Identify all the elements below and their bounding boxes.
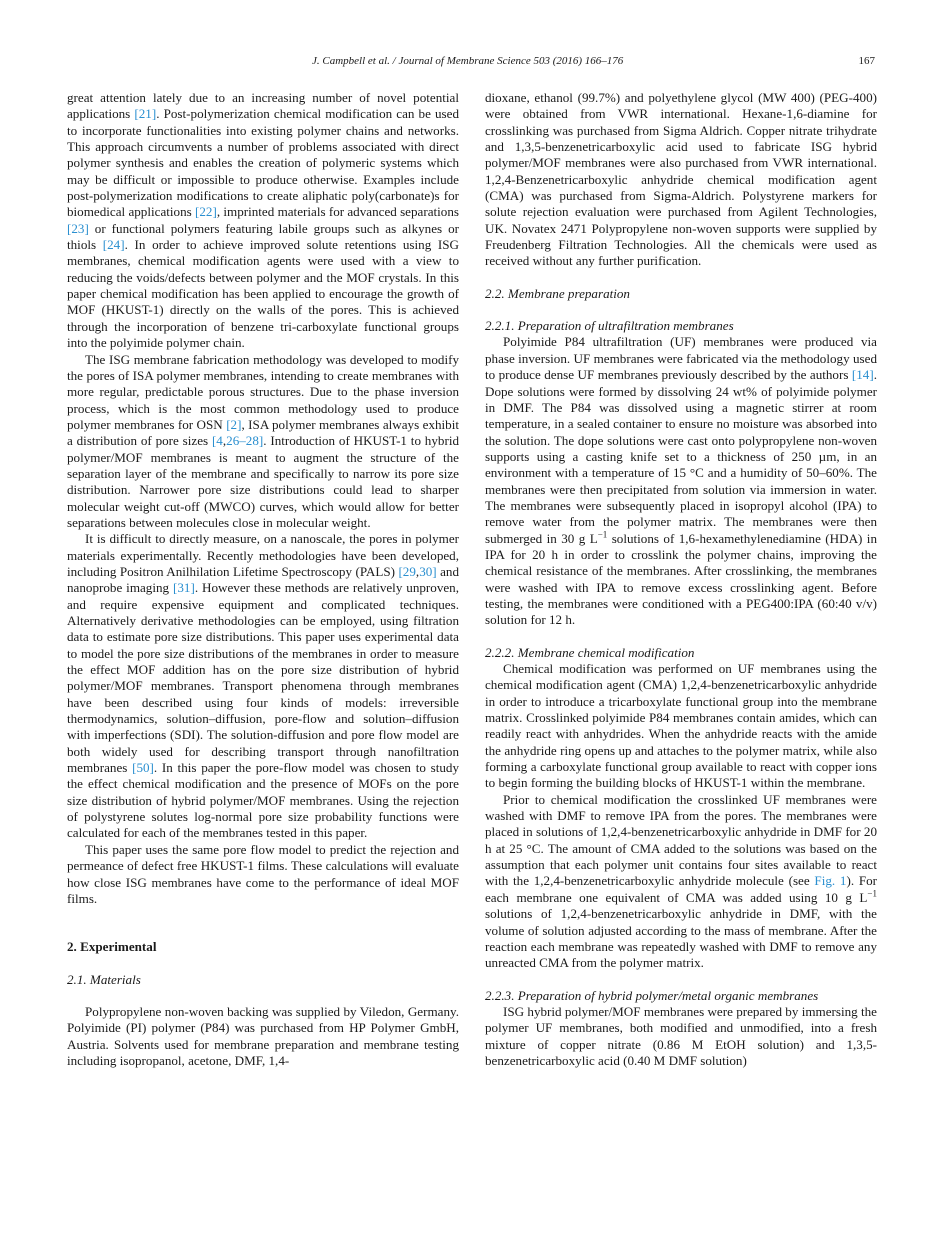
text-run: great attention lately due to an increasing number of novel potential applications [67,90,459,122]
superscript: −1 [867,888,877,899]
subsection-heading: 2.2.2. Membrane chemical modification [485,644,695,660]
citation-link[interactable]: 30] [419,563,437,579]
superscript: −1 [597,529,608,540]
text-run: The ISG membrane fabrication methodology was developed to modify the pores of ISA polymer membranes, intending to create membranes with more regular, predictable porous structures. Due to the phase inversion process, which is the most common methodology used to produce polymer membranes for OSN [67,351,459,432]
citation-link[interactable]: [21] [134,106,157,122]
subsection-heading: 2.1. Materials [67,971,141,987]
text-run: . Post-polymerization chemical modification can be used to incorporate functionalities into existing polymer chains and networks. This approach circumvents a number of problems associated with direct polymer synthesis and enables the creation of polymeric systems which may be difficult or impossible to produce otherwise. Examples include post-polymerization modifications to create aliphatic poly(carbonate)s for biomedical applications [67,106,460,220]
text-run: . In this paper the pore-flow model was chosen to study the effect chemical modification and the presence of MOFs on the pore size distribution of hybrid polymer/MOF membranes. Using the rejection of polystyrene solutes log-normal pore size probability functions were calculated for each of the membranes tested in this paper. [67,760,459,841]
text-run: ). For each membrane one equivalent of CMA was added using 10 g L [485,873,878,905]
paragraph [67,1004,459,1069]
citation-link[interactable]: Fig. 1 [814,873,847,889]
citation-link[interactable]: [14] [851,367,874,383]
subsection-heading: 2.2. Membrane preparation [485,285,630,301]
running-title: J. Campbell et al. / Journal of Membrane Science 503 (2016) 166–176 [312,55,624,67]
text-run: . In order to achieve improved solute retentions using ISG membranes, chemical modification agents were used with a view to reducing the voids/defects between polymer and the MOF crystals. In this paper chemical modification has been applied to encourage the growth of MOF (HKUST-1) directly on the walls of the pores. This is achieved through the incorporation of benzene tri-carboxylate functional groups into the polyimide polymer chain. [67,237,459,351]
text-run: , [415,563,420,579]
text-run: Polyimide P84 ultrafiltration (UF) membranes were produced via phase inversion. UF membranes were fabricated via the methodology used to produce dense UF membranes previously described by the authors [485,334,877,383]
paragraph [485,90,877,270]
left-column [67,90,459,1069]
text-run: solutions of 1,2,4-benzenetricarboxylic anhydride in DMF, with the volume of solution adjusted according to the mass of membrane. After the reaction each membrane was repeatedly washed with DMF to remove any unreacted CMA from the polymer matrix. [485,906,877,971]
text-run: dioxane, ethanol (99.7%) and polyethylene glycol (MW 400) (PEG-400) were obtained from VWR international. Hexane-1,6-diamine for crosslinking was purchased from Sigma Aldrich. Copper nitrate trihydrate and 1,3,5-benzenetricarboxylic acid used to fabricate ISG hybrid polymer/MOF membranes were also purchased from VWR international. 1,2,4-Benzenetricarboxylic anhydride chemical modification agent (CMA) was purchased from Sigma-Aldrich. Polystyrene markers for solute rejection evaluation were purchased from Agilent Technologies, UK. Novatex 2471 Polypropylene non-woven supports were supplied by Freudenberg Filtration Technologies. All the chemicals were used as received without any further purification. [485,90,877,269]
text-run: Prior to chemical modification the crosslinked UF membranes were washed with DMF to remove IPA from the pores. The membranes were placed in solutions of 1,2,4-benzenetricarboxylic anhydride in DMF for 20 h at 25 °C. The amount of CMA added to the solutions was based on the assumption that each polymer unit contains four sites available to react with the 1,2,4-benzenetricarboxylic anhydride molecule (see [485,791,877,889]
right-column [485,90,877,1069]
text-run: solutions of 1,6-hexamethylenediamine (HDA) in IPA for 20 h in order to crosslink the polymer chains, improving the chemical resistance of the membranes. After crosslinking, the membranes were washed with IPA to remove excess crosslinking agent. Before testing, the membranes were conditioned with a PEG400:IPA (60:40 v/v) solution for 12 h. [485,530,877,628]
text-run: . Dope solutions were formed by dissolving 24 wt% of polyimide polymer in DMF. The P84 was dissolved using a magnetic stirrer at room temperature, in a sealed container to ensure no moisture was absorbed into the solution. The dope solutions were cast onto polypropylene non-woven supports using a casting knife set to a thickness of 250 µm, in an environment with a temperature of 15 °C and a humidity of 50–60%. The membranes were then precipitated from solution via immersion in water. The membranes were subsequently placed in isopropyl alcohol (IPA) to remove water from the polymer matrix. The membranes were then submerged in 30 g L [485,367,877,546]
text-run: Polypropylene non-woven backing was supplied by Viledon, Germany. Polyimide (PI) polymer (P84) was purchased from HP Polymer GmbH, Austria. Solvents used for membrane preparation and membrane testing including isopropanol, acetone, DMF, 1,4- [67,1003,459,1068]
text-run: . Introduction of HKUST-1 to hybrid polymer/MOF membranes is meant to augment the structure of the separation layer of the membrane and specifically to narrow its pore size distribution. Narrower pore size distributions could lead to sharper molecular weight cut-off (MWCO) curves, which would allow for better separations between molecules close in molecular weight. [67,433,459,530]
citation-link[interactable]: [50] [132,760,154,776]
paragraph [485,1004,877,1069]
text-run: It is difficult to directly measure, on a nanoscale, the pores in polymer materials experimentally. Recently methodologies have been developed, including Positron Anilhilation Lifetime Spectroscopy (PALS) [67,531,459,579]
paragraph [67,352,459,532]
text-run: or functional polymers featuring labile groups such as alkynes or thiols [67,220,459,253]
paragraph [485,334,877,628]
paragraph [485,661,877,792]
citation-link[interactable]: [23] [67,220,89,236]
text-run: . However these methods are relatively unproven, and require expensive equipment and complicated techniques. Alternatively derivative methodologies can be employed, using filtration data to estimate pore size distributions. This paper uses experimental data to model the pore size distributions of the membranes in order to measure the effect MOF addition has on the pore size distribution of hybrid polymer/MOF membranes. Transport phenomena through membranes have been described using four kinds of models: irreversible thermodynamics, solution–diffusion, pore-flow and solution–diffusion with imperfections (SDI). The solution-diffusion and pore flow model are both widely used for describing transport through nanofiltration membranes [67,580,460,776]
text-run: and nanoprobe imaging [67,563,459,596]
subsection-heading: 2.2.3. Preparation of hybrid polymer/metal organic membranes [485,987,819,1003]
text-run: , ISA polymer membranes always exhibit a distribution of pore sizes [67,416,459,449]
paragraph [67,90,459,352]
citation-link[interactable]: [24] [102,237,125,253]
spacer [67,988,459,1004]
citation-link[interactable]: [2] [226,416,242,432]
paragraph [67,531,459,842]
citation-link[interactable]: [31] [173,580,195,596]
paragraph [67,842,459,907]
page-number: 167 [858,55,875,67]
text-run: Chemical modification was performed on UF membranes using the chemical modification agent (CMA) 1,2,4-benzenetricarboxylic anhydride in order to introduce a tricarboxylate functional group into the membrane matrix. Crosslinked polyimide P84 membranes contain amides, which can readily react with anhydrides. When the anhydride reacts with the amide the anhydride ring opens up and attaches to the polymer matrix, while also forming a carboxylate functional group available to react with copper ions to begin forming the building blocks of HKUST-1 within the membrane. [485,661,877,791]
text-run: This paper uses the same pore flow model to predict the rejection and permeance of defect free HKUST-1 films. These calculations will evaluate how close ISG membranes have come to the performance of ideal MOF films. [67,841,459,906]
subsection-heading: 2.2.1. Preparation of ultrafiltration membranes [485,318,734,334]
citation-link[interactable]: [29 [398,563,416,579]
running-header [0,55,925,71]
text-run: ISG hybrid polymer/MOF membranes were prepared by immersing the polymer UF membranes, both modified and unmodified, into a fresh mixture of copper nitrate (0.86 M EtOH solution) and 1,3,5-benzenetricarboxylic acid (0.40 M DMF solution) [485,1003,877,1068]
citation-link[interactable]: [22] [195,204,217,220]
paragraph [485,792,877,972]
citation-link[interactable]: [4 [211,433,223,449]
section-heading: 2. Experimental [67,939,157,955]
citation-link[interactable]: 26–28] [226,433,264,449]
text-run: , imprinted materials for advanced separations [216,204,459,220]
text-run: , [222,433,227,449]
